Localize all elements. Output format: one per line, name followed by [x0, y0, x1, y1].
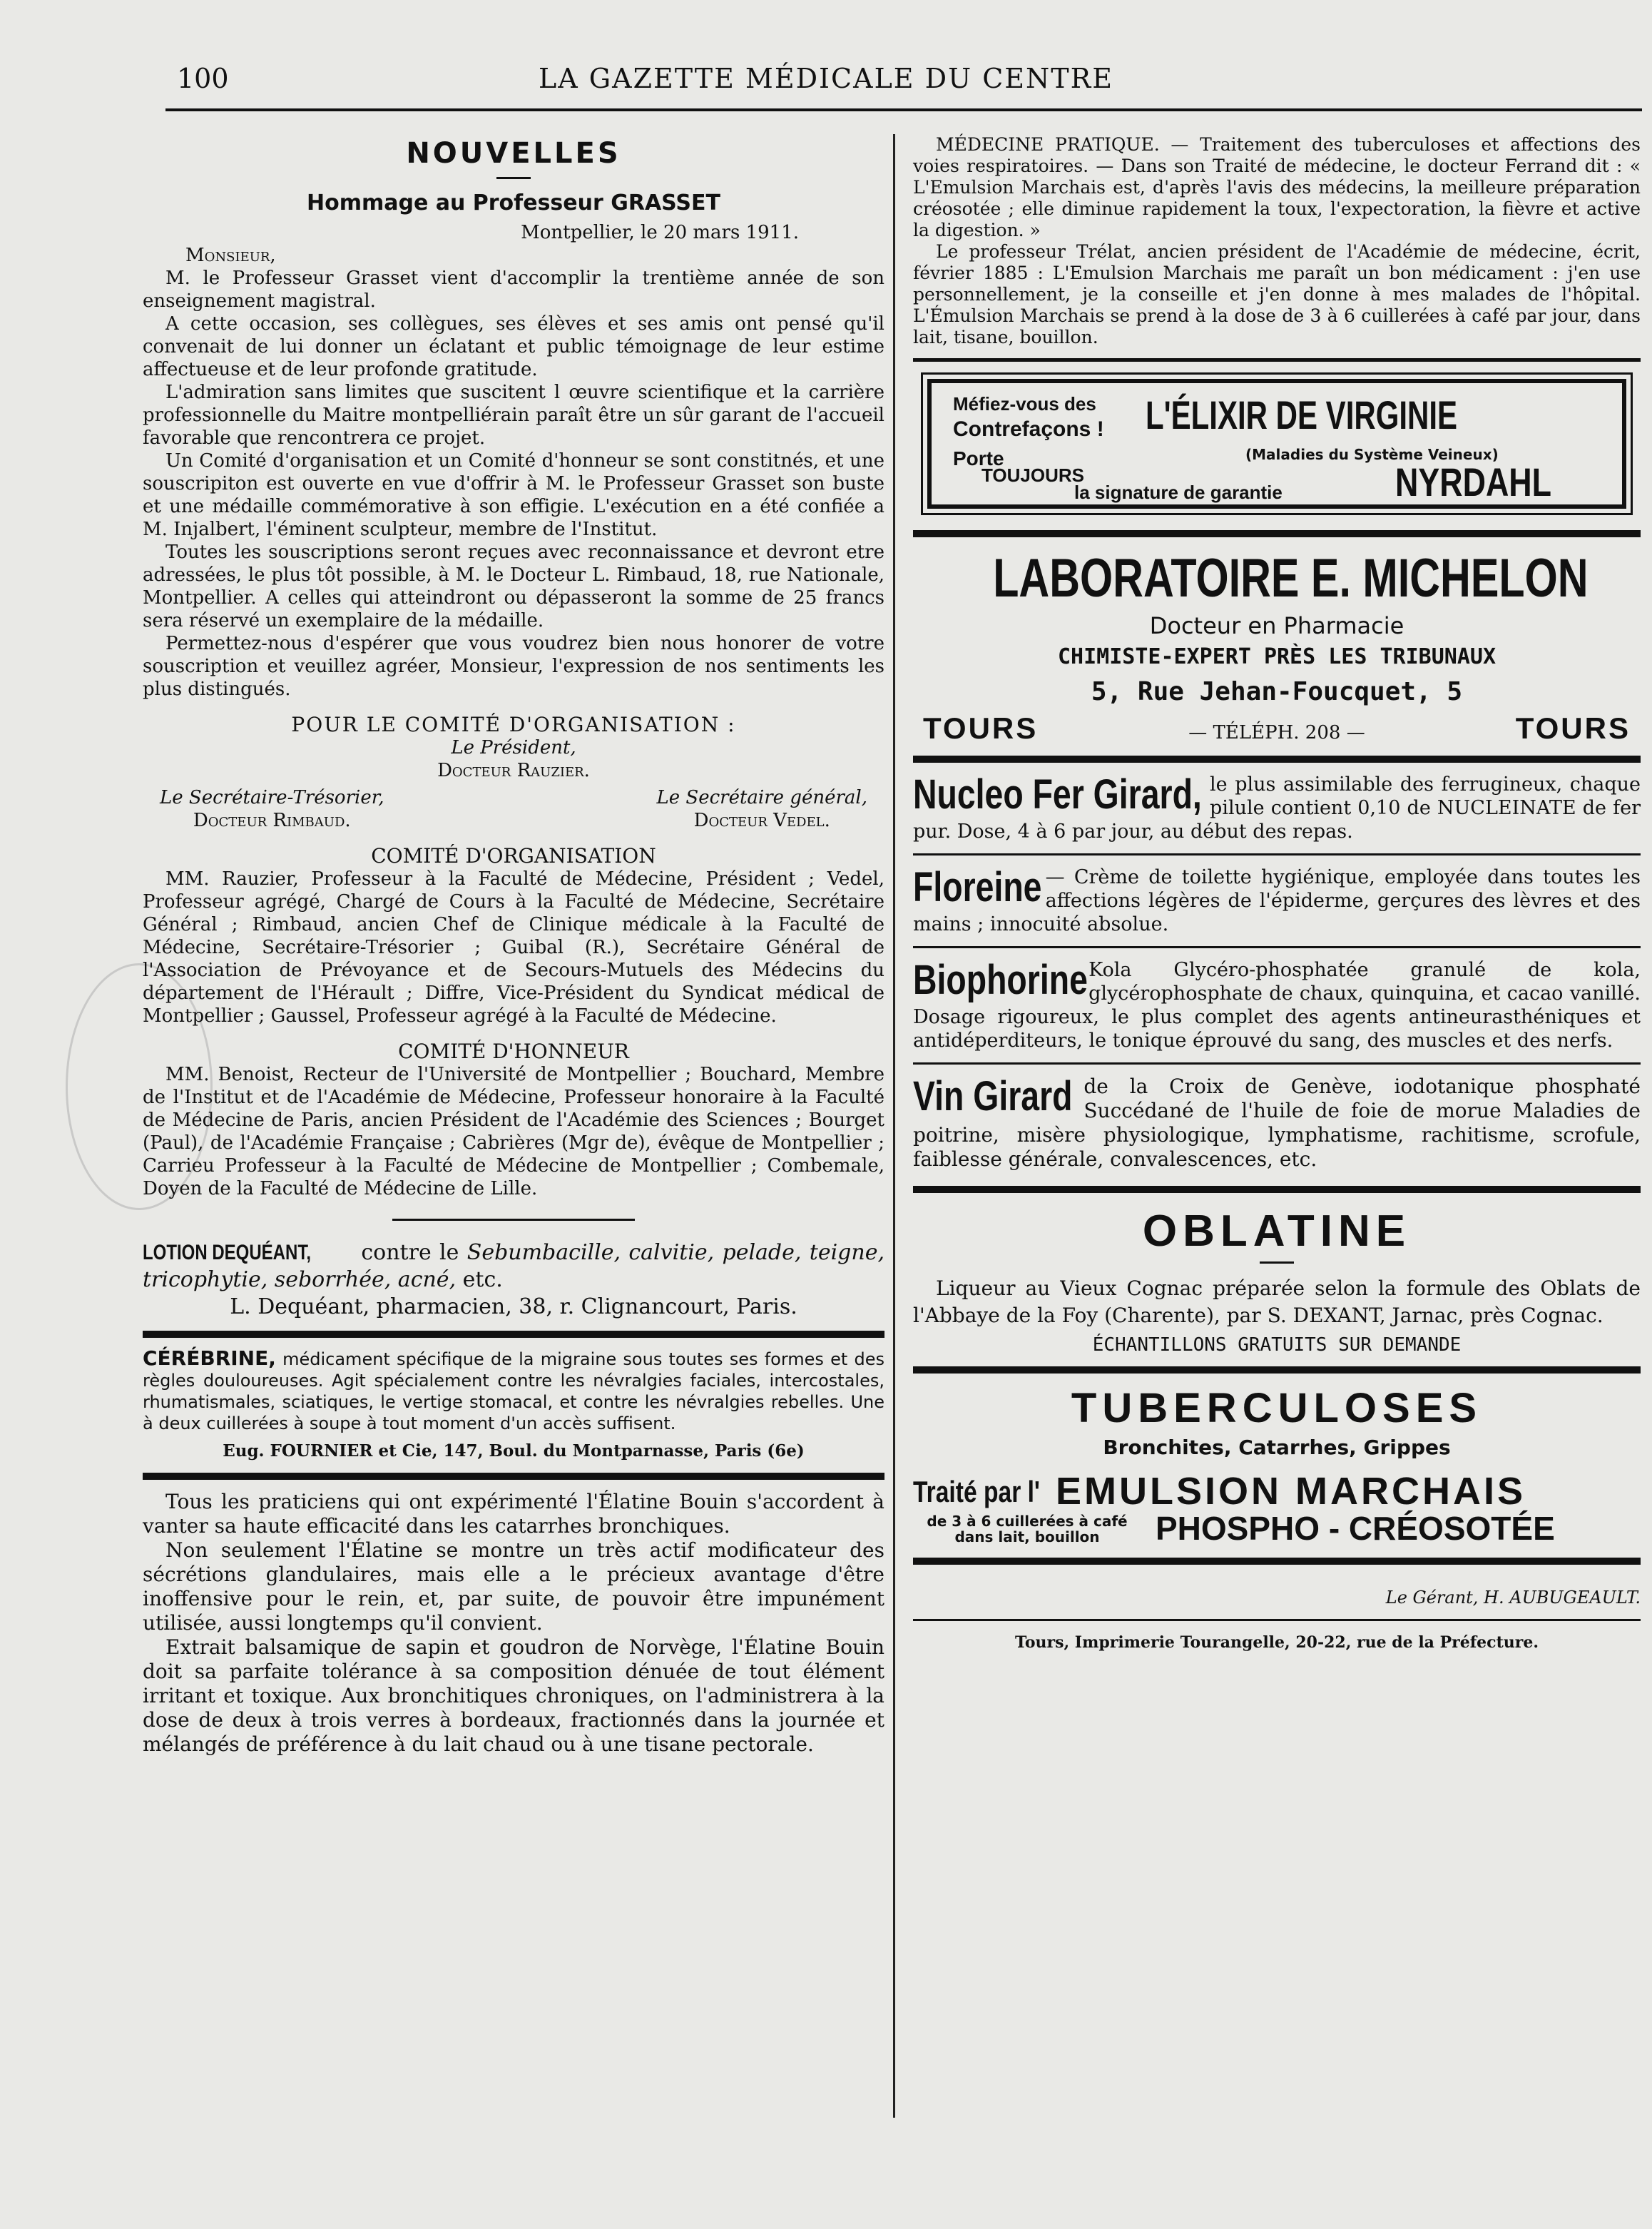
cerebrine-text: médicament spécifique de la migraine sous toutes ses formes et des règles douloureuses. Agit spécialement contre les névralgies faciales, intercostales, rhumatismales, sciatiques, le vertige stomacal, et contre les névralgies rebelles. Une à deux cuillerées à soupe à tout moment d'un accès suffisent.: [143, 1349, 885, 1433]
organisation-committee-members: MM. Rauzier, Professeur à la Faculté de Médecine, Président ; Vedel, Professeur agrégé, Chargé de Cours à la Faculté de Médecine, Secrétaire Général ; Rimbaud, ancien Chef de Clinique médicale à la Faculté de Médecine, Secrétaire-Trésorier ; Guibal (R.), Secrétaire Général de l'Association de Prévoyance et de Secours-Mutuels des Médecins du département de l'Hérault ; Diffre, Vice-Président du Syndicat médical de Montpellier ; Gaussel, Professeur agrégé à la Faculté de Médecine.: [143, 868, 884, 1027]
separator: [913, 853, 1641, 855]
separator-thick: [143, 1473, 884, 1480]
dateline: Montpellier, le 20 mars 1911.: [521, 222, 799, 243]
separator: [913, 1062, 1641, 1065]
floreine-text: — Crème de toilette hygiénique, employée dans toutes les affections légères de l'épiderme, gerçures des lèvres et des mains ; innocuité absolue.: [913, 866, 1641, 935]
emulsion-dose: de 3 à 6 cuillerées à café dans lait, bouillon: [927, 1513, 1128, 1545]
nucleo-ad: [913, 773, 1641, 843]
medecine-pratique-text: MÉDECINE PRATIQUE. — Traitement des tuberculoses et affections des voies respiratoires. — Dans son Traité de médecine, le docteur Ferrand dit : « L'Emulsion Marchais est, d'après l'avis des médecins, la meilleure préparation créosotée ; elle diminue rapidement la toux, l'expectoration, la fièvre et active la digestion. »: [913, 134, 1641, 240]
vin-girard-text: de la Croix de Genève, iodotanique phosphaté Succédané de l'huile de foie de morue Maladies de poitrine, misère physiologique, lymphatisme, rachitisme, scrofule, faiblesse générale, convalescences, etc.: [913, 1075, 1641, 1171]
right-column: [913, 134, 1641, 1654]
left-column: [143, 134, 884, 1757]
biophorine-text: Kola Glycéro-phosphatée granulé de kola, glycérophosphate de chaux, quinquina, et cacao vanillé. Dosage rigoureux, le plus complet des agents antineurasthéniques et antidéperditeurs, le tonique éprouvé du sang, des muscles et des nerfs.: [913, 959, 1641, 1052]
article-title: Hommage au Professeur GRASSET: [306, 191, 720, 215]
elixir-name: L'ÉLIXIR DE VIRGINIE: [1146, 392, 1458, 437]
separator: [913, 1619, 1641, 1621]
elatine-paragraph: Non seulement l'Élatine se montre un très actif modificateur des sécrétions glandulaires, mais elle a le précieux avantage d'être inoffensive pour le rein, et, par suite, de pouvoir être impunément utilisée, aussi longtemps qu'il convient.: [143, 1538, 884, 1635]
separator-thick: [913, 530, 1641, 537]
floreine-name: Floreine: [913, 864, 1042, 910]
michelon-city-left: TOURS: [923, 711, 1039, 745]
vin-girard-ad: [913, 1075, 1641, 1172]
salutation: Monsieur,: [185, 245, 276, 266]
separator-thick: [913, 1366, 1641, 1374]
separator: [392, 1219, 635, 1221]
header-rule: [165, 108, 1642, 111]
elixir-warning-2: Contrefaçons !: [953, 417, 1104, 441]
separator-thick: [913, 756, 1641, 763]
elixir-warning-1: Méfiez-vous des: [953, 393, 1096, 415]
lotion-text: contre le: [361, 1240, 459, 1265]
lotion-name: LOTION DEQUÉANT,: [143, 1241, 312, 1264]
nucleo-name: Nucleo Fer Girard,: [913, 771, 1202, 818]
michelon-phone: — TÉLÉPH. 208 —: [1188, 722, 1365, 743]
letter-paragraph: L'admiration sans limites que suscitent l œuvre scientifique et la carrière professionnelle du Maitre montpelliérain paraît être un sûr garant de l'accueil favorable que rencontrera ce projet.: [143, 382, 884, 449]
michelon-line1: Docteur en Pharmacie: [1149, 612, 1404, 639]
journal-title: LA GAZETTE MÉDICALE DU CENTRE: [539, 63, 1113, 94]
emulsion-marchais: EMULSION MARCHAIS: [1056, 1470, 1526, 1513]
title-dash: [496, 177, 531, 179]
president-name: Docteur Rauzier.: [437, 760, 590, 781]
separator-thick: [913, 1186, 1641, 1193]
lotion-ad: [143, 1239, 884, 1294]
elixir-brand: NYRDAHL: [1395, 459, 1552, 504]
gerant: Le Gérant, H. AUBUGEAULT.: [1385, 1588, 1641, 1608]
column-divider: [893, 134, 895, 2118]
elixir-signature: la signature de garantie: [1074, 482, 1283, 503]
nucleo-text: le plus assimilable des ferrugineux, chaque pilule contient 0,10 de NUCLEINATE de fer pur. Dose, 4 à 6 par jour, au début des repas.: [913, 773, 1641, 843]
michelon-line2: CHIMISTE-EXPERT PRÈS LES TRIBUNAUX: [1057, 644, 1497, 669]
biophorine-name: Biophorine: [913, 957, 1088, 1003]
printer-credit: Tours, Imprimerie Tourangelle, 20-22, rue de la Préfecture.: [1015, 1633, 1539, 1652]
elixir-toujours: TOUJOURS: [981, 464, 1084, 486]
vin-girard-name: Vin Girard: [913, 1073, 1073, 1119]
cerebrine-ad: [143, 1348, 884, 1434]
president-label: Le Président,: [451, 737, 576, 758]
letter-paragraph: Un Comité d'organisation et un Comité d'honneur se sont constitnés, et une souscripiton est ouverte en vue d'offrir à M. le Professeur Grasset son buste et une médaille commémorative à son effigie. L'exécution en a été confiée a M. Injalbert, l'éminent sculpteur, membre de l'Institut.: [143, 450, 884, 540]
floreine-ad: [913, 865, 1641, 936]
separator-thick: [143, 1331, 884, 1338]
michelon-address: 5, Rue Jehan-Foucquet, 5: [1091, 677, 1463, 706]
separator-thick: [913, 1558, 1641, 1565]
honour-committee-members: MM. Benoist, Recteur de l'Université de Montpellier ; Bouchard, Membre de l'Institut et de l'Académie de Médecine, Professeur honoraire à la Faculté de Médecine de Paris, ancien Président de l'Académie des Sciences ; Bourget (Paul), de l'Académie Française ; Cabrières (Mgr de), évêque de Montpellier ; Carrieu Professeur à la Faculté de Médecine de Montpellier ; Combemale, Doyen de la Faculté de Médecine de Lille.: [143, 1064, 884, 1199]
treasurer-name: Docteur Rimbaud.: [193, 810, 351, 831]
lotion-conditions: Sebumbacille, calvitie, pelade, teigne, tricophytie, seborrhée, acné,: [143, 1240, 884, 1292]
cerebrine-name: CÉRÉBRINE,: [143, 1346, 276, 1370]
page-number: 100: [177, 63, 229, 94]
letter-paragraph: Permettez-nous d'espérer que vous voudrez bien nous honorer de votre souscription et veuillez agréer, Monsieur, l'expression de nos sentiments les plus distingués.: [143, 633, 884, 700]
trelat-text: Le professeur Trélat, ancien président de l'Académie de médecine, écrit, février 1885 : L'Emulsion Marchais me paraît un bon médicament : j'en use personnellement, je la conseille et j'en donne à mes malades de l'hôpital. L'Émulsion Marchais se prend à la dose de 3 à 6 cuillerées à café par jour, dans lait, tisane, bouillon.: [913, 241, 1641, 347]
biophorine-ad: [913, 958, 1641, 1052]
michelon-title: LABORATOIRE E. MICHELON: [993, 548, 1589, 609]
tuberculoses-subtitle: Bronchites, Catarrhes, Grippes: [1103, 1436, 1451, 1459]
elatine-paragraph: Extrait balsamique de sapin et goudron de Norvège, l'Élatine Bouin doit sa parfaite tolérance à sa composition dénuée de tout élément irritant et toxique. Aux bronchitiques chroniques, on l'administrera à la dose de deux à trois verres à bordeaux, fractionnés dans la journée et mélangés de préférence à du lait chaud ou à une tisane pectorale.: [143, 1635, 884, 1756]
organisation-committee-title: COMITÉ D'ORGANISATION: [371, 844, 656, 868]
lotion-address: L. Dequéant, pharmacien, 38, r. Clignancourt, Paris.: [230, 1294, 797, 1319]
letter-paragraph: M. le Professeur Grasset vient d'accomplir la trentième année de son enseignement magistral.: [143, 268, 884, 312]
secretary-name: Docteur Vedel.: [693, 810, 830, 831]
oblatine-text: Liqueur au Vieux Cognac préparée selon la formule des Oblats de l'Abbaye de la Foy (Charente), par S. DEXANT, Jarnac, près Cognac.: [913, 1276, 1641, 1327]
elixir-subtitle: (Maladies du Système Veineux): [1245, 446, 1499, 463]
separator-thick: [913, 358, 1641, 362]
letter-paragraph: Toutes les souscriptions seront reçues avec reconnaissance et devront etre adressées, le plus tôt possible, à M. le Docteur L. Rimbaud, 18, rue Nationale, Montpellier. A celles qui atteindront ou dépasseront la somme de 25 francs sera réservé un exemplaire de la médaille.: [143, 542, 884, 631]
letter-paragraph: A cette occasion, ses collègues, ses élèves et ses amis ont pensé qu'il convenait de lui donner un éclatant et public témoignage de leur estime affectueuse et de leur profonde gratitude.: [143, 313, 884, 380]
secretary-label: Le Secrétaire général,: [656, 787, 867, 808]
lotion-etc: etc.: [462, 1267, 503, 1292]
treasurer-label: Le Secrétaire-Trésorier,: [160, 787, 384, 808]
traite-par: Traité par l': [913, 1475, 1040, 1508]
elatine-paragraph: Tous les praticiens qui ont expérimenté l'Élatine Bouin s'accordent à vanter sa haute efficacité dans les catarrhes bronchiques.: [143, 1490, 884, 1538]
oblatine-title: OBLATINE: [1142, 1207, 1412, 1256]
elixir-ad-box: [927, 379, 1626, 509]
separator: [913, 946, 1641, 948]
tuberculoses-title: TUBERCULOSES: [1071, 1385, 1483, 1431]
michelon-city-right: TOURS: [1515, 711, 1631, 745]
title-dash: [1260, 1261, 1294, 1264]
honour-committee-title: COMITÉ D'HONNEUR: [398, 1040, 629, 1063]
cerebrine-address: Eug. FOURNIER et Cie, 147, Boul. du Montparnasse, Paris (6e): [223, 1441, 805, 1461]
emulsion-type: PHOSPHO - CRÉOSOTÉE: [1156, 1510, 1555, 1547]
section-title: NOUVELLES: [406, 137, 621, 170]
elixir-porte: Porte: [953, 447, 1004, 469]
oblatine-samples: ÉCHANTILLONS GRATUITS SUR DEMANDE: [1092, 1334, 1462, 1356]
committee-heading: POUR LE COMITÉ D'ORGANISATION :: [291, 713, 736, 736]
